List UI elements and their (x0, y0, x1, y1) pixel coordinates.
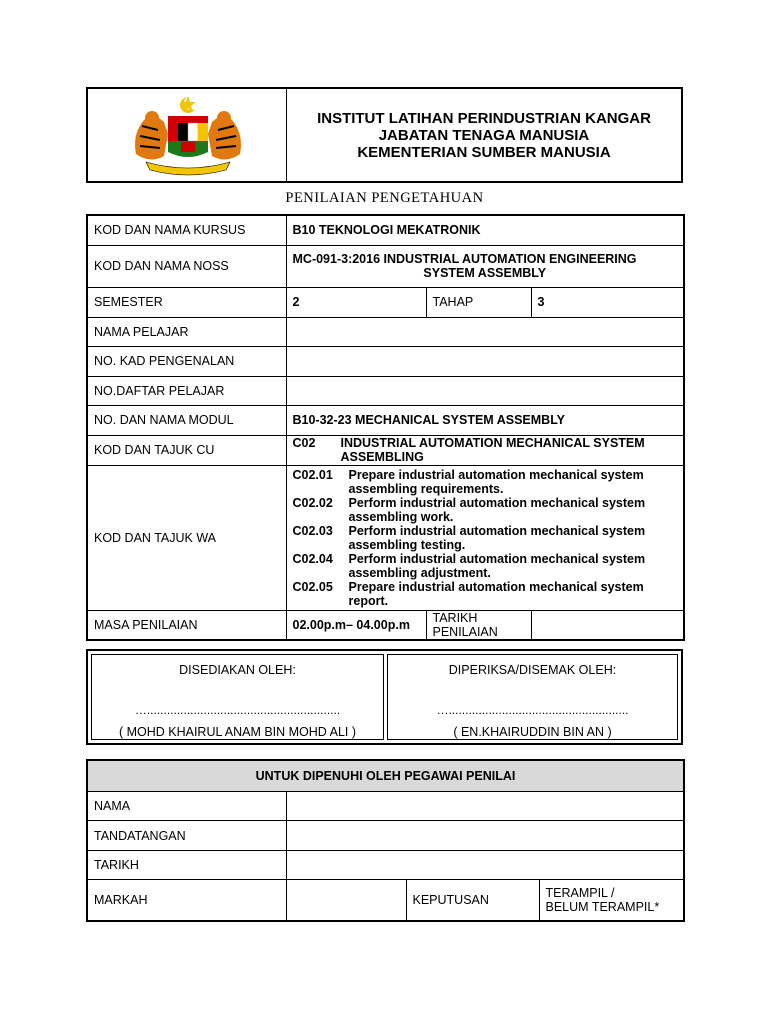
row-assessor-tarikh (87, 851, 684, 880)
row-nama-pelajar (87, 317, 684, 346)
wa-text-line2: assembling adjustment. (348, 565, 491, 580)
noss-value-line1: MC-091-3:2016 INDUSTRIAL AUTOMATION ENGINEERING (292, 252, 637, 266)
ministry-name: KEMENTERIAN SUMBER MANUSIA (357, 143, 611, 161)
wa-text-line2: report. (348, 593, 389, 608)
wa-text (349, 580, 678, 608)
cu-label: KOD DAN TAJUK CU (87, 435, 286, 465)
assessor-tarikh-field[interactable] (286, 851, 684, 880)
wa-text (349, 524, 678, 552)
logo-cell (88, 89, 287, 181)
row-kad-pengenalan (87, 346, 684, 376)
signature-box (86, 649, 683, 745)
row-assessor-tandatangan (87, 821, 684, 851)
wa-item (293, 580, 678, 608)
tahap-label: TAHAP (426, 287, 531, 317)
row-markah (87, 880, 684, 921)
semester-value: 2 (286, 287, 426, 317)
row-wa (87, 465, 684, 610)
prepared-by-label: DISEDIAKAN OLEH: (179, 663, 296, 677)
wa-code: C02.05 (292, 579, 333, 594)
wa-text-line2: assembling testing. (348, 537, 466, 552)
row-semester (87, 287, 684, 317)
wa-text-line1: Perform industrial automation mechanical system (348, 495, 646, 510)
row-modul (87, 405, 684, 435)
wa-item (293, 468, 678, 496)
assessor-heading: UNTUK DIPENUHI OLEH PEGAWAI PENILAI (87, 760, 684, 792)
kursus-value: B10 TEKNOLOGI MEKATRONIK (286, 215, 684, 245)
wa-text (349, 468, 678, 496)
terampil-line1: TERAMPIL / (545, 885, 615, 900)
assessor-tarikh-label: TARIKH (87, 851, 286, 880)
wa-code: C02.01 (292, 467, 333, 482)
assessor-nama-label: NAMA (87, 792, 286, 821)
checked-by-name: ( EN.KHAIRUDDIN BIN AN ) (453, 725, 612, 739)
masa-label: MASA PENILAIAN (87, 610, 286, 640)
cu-value (286, 435, 684, 465)
malaysia-coat-of-arms-icon (128, 94, 248, 178)
wa-text-line1: Prepare industrial automation mechanical system (348, 467, 644, 482)
terampil-line2: BELUM TERAMPIL* (545, 899, 660, 914)
prepared-by-name: ( MOHD KHAIRUL ANAM BIN MOHD ALI ) (118, 725, 357, 739)
cu-text-line1: INDUSTRIAL AUTOMATION MECHANICAL SYSTEM (340, 436, 645, 450)
row-cu (87, 435, 684, 465)
kursus-label: KOD DAN NAMA KURSUS (87, 215, 286, 245)
modul-value: B10-32-23 MECHANICAL SYSTEM ASSEMBLY (286, 405, 684, 435)
wa-text (349, 552, 678, 580)
wa-text-line2: assembling requirements. (348, 481, 504, 496)
nama-pelajar-label: NAMA PELAJAR (87, 317, 286, 346)
assessor-tandatangan-label: TANDATANGAN (87, 821, 286, 851)
daftar-pelajar-field[interactable] (286, 376, 684, 405)
wa-code: C02.03 (292, 523, 333, 538)
header-box (86, 87, 683, 183)
prepared-by-signature-line: ….......................................................... (134, 703, 341, 717)
checked-by-label: DIPERIKSA/DISEMAK OLEH: (448, 663, 617, 677)
cu-text (341, 436, 645, 464)
row-assessor-nama (87, 792, 684, 821)
wa-label: KOD DAN TAJUK WA (87, 465, 286, 610)
kad-pengenalan-label: NO. KAD PENGENALAN (87, 346, 286, 376)
row-daftar-pelajar (87, 376, 684, 405)
institution-title (287, 89, 681, 181)
wa-code: C02.02 (292, 495, 333, 510)
semester-label: SEMESTER (87, 287, 286, 317)
noss-value (286, 245, 684, 287)
wa-text-line1: Perform industrial automation mechanical system (348, 523, 646, 538)
checked-by-section (387, 654, 678, 740)
wa-value (286, 465, 684, 610)
form-title: PENILAIAN PENGETAHUAN (285, 190, 484, 206)
assessor-tandatangan-field[interactable] (286, 821, 684, 851)
assessor-table (86, 759, 685, 922)
course-info-table (86, 214, 685, 641)
tarikh-penilaian-field[interactable] (531, 610, 684, 640)
noss-label: KOD DAN NAMA NOSS (87, 245, 286, 287)
institution-name: INSTITUT LATIHAN PERINDUSTRIAN KANGAR (317, 109, 651, 127)
markah-label: MARKAH (87, 880, 286, 921)
row-kursus (87, 215, 684, 245)
department-name: JABATAN TENAGA MANUSIA (378, 126, 590, 144)
wa-code: C02.04 (292, 551, 333, 566)
kad-pengenalan-field[interactable] (286, 346, 684, 376)
wa-item (293, 524, 678, 552)
wa-item (293, 552, 678, 580)
row-masa (87, 610, 684, 640)
cu-text-line2: ASSEMBLING (340, 450, 424, 464)
wa-item (293, 496, 678, 524)
modul-label: NO. DAN NAMA MODUL (87, 405, 286, 435)
prepared-by-section (91, 654, 384, 740)
keputusan-label: KEPUTUSAN (406, 880, 539, 921)
masa-value: 02.00p.m– 04.00p.m (286, 610, 426, 640)
row-noss (87, 245, 684, 287)
wa-text-line1: Prepare industrial automation mechanical system (348, 579, 644, 594)
tahap-value: 3 (531, 287, 684, 317)
noss-value-line2: SYSTEM ASSEMBLY (423, 266, 547, 280)
wa-list (293, 466, 678, 610)
cu-code: C02 (292, 436, 316, 450)
checked-by-signature-line: …...................................................... (436, 703, 629, 717)
daftar-pelajar-label: NO.DAFTAR PELAJAR (87, 376, 286, 405)
nama-pelajar-field[interactable] (286, 317, 684, 346)
keputusan-value (539, 880, 684, 921)
assessor-nama-field[interactable] (286, 792, 684, 821)
wa-text (349, 496, 678, 524)
markah-field[interactable] (286, 880, 406, 921)
wa-text-line2: assembling work. (348, 509, 454, 524)
tarikh-penilaian-label: TARIKH PENILAIAN (426, 610, 531, 640)
wa-text-line1: Perform industrial automation mechanical system (348, 551, 646, 566)
assessor-heading-row (87, 760, 684, 792)
